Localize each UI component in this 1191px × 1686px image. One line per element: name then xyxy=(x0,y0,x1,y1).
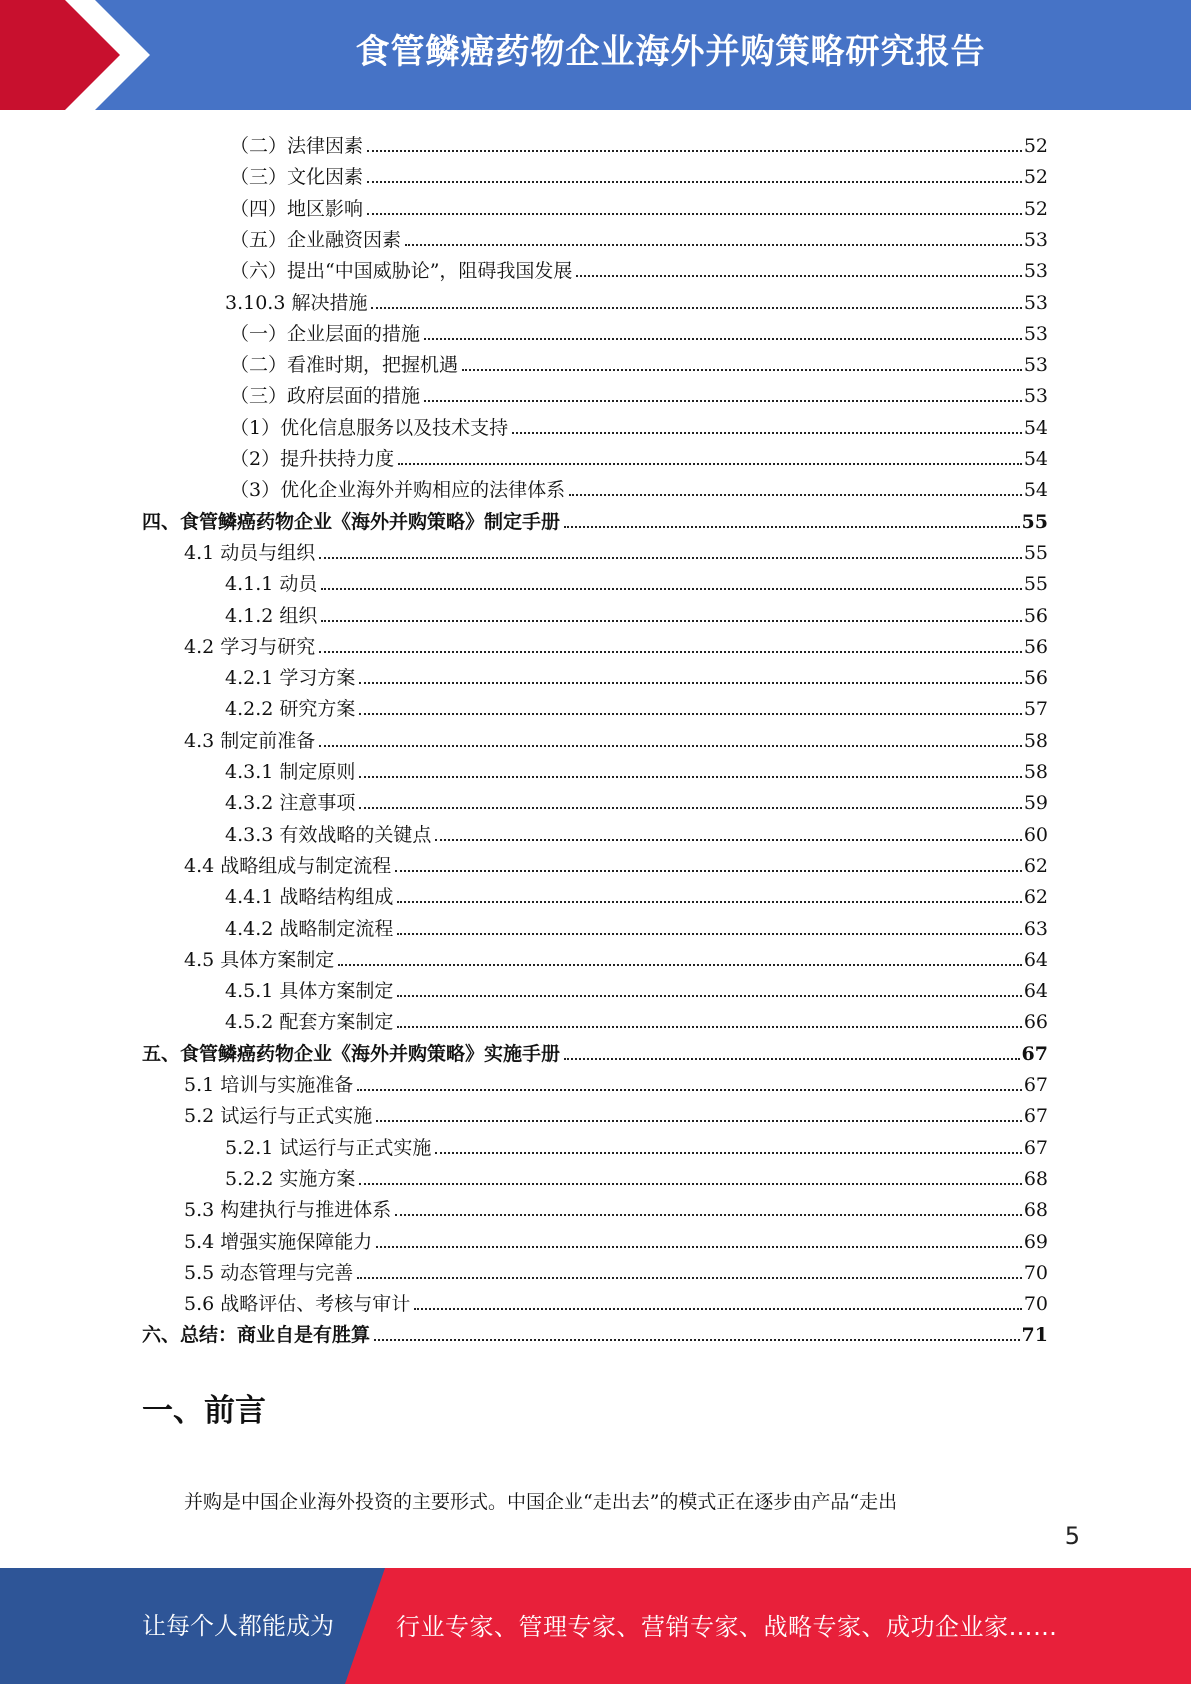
footer-slogan-left: 让每个人都能成为 xyxy=(142,1612,334,1640)
toc-entry-label: 4.5.1 具体方案制定 xyxy=(225,980,394,1003)
toc-entry[interactable] xyxy=(184,1285,1048,1316)
toc-entry[interactable] xyxy=(230,252,1048,283)
toc-dot-leader xyxy=(321,588,1021,590)
toc-entry-page: 66 xyxy=(1023,1011,1048,1034)
toc-entry-page: 53 xyxy=(1023,385,1048,408)
toc-entry-label: 4.1.1 动员 xyxy=(225,573,318,596)
toc-dot-leader xyxy=(397,995,1021,997)
toc-entry-page: 58 xyxy=(1023,729,1048,752)
toc-dot-leader xyxy=(359,1183,1021,1185)
toc-dot-leader xyxy=(397,1026,1021,1028)
toc-entry[interactable] xyxy=(142,1316,1048,1347)
toc-dot-leader xyxy=(359,776,1021,778)
toc-entry-label: 四、食管鳞癌药物企业《海外并购策略》制定手册 xyxy=(142,510,561,533)
toc-entry-label: 4.3 制定前准备 xyxy=(184,729,316,752)
toc-entry-label: 5.5 动态管理与完善 xyxy=(184,1261,354,1284)
toc-entry[interactable] xyxy=(225,597,1048,628)
toc-entry-label: 4.2.2 研究方案 xyxy=(225,698,356,721)
toc-entry-label: 4.1 动员与组织 xyxy=(184,541,316,564)
toc-entry-label: （1）优化信息服务以及技术支持 xyxy=(230,416,509,439)
toc-entry[interactable] xyxy=(230,315,1048,346)
toc-dot-leader xyxy=(564,526,1020,528)
toc-dot-leader xyxy=(576,275,1021,277)
toc-dot-leader xyxy=(564,1058,1020,1060)
toc-entry-page: 64 xyxy=(1023,980,1048,1003)
toc-entry-label: （六）提出“中国威胁论”，阻碍我国发展 xyxy=(230,260,573,283)
toc-entry-page: 54 xyxy=(1023,448,1048,470)
toc-dot-leader xyxy=(319,557,1022,559)
toc-entry[interactable] xyxy=(184,722,1048,753)
report-title: 食管鳞癌药物企业海外并购策略研究报告 xyxy=(355,32,986,72)
toc-dot-leader xyxy=(367,150,1022,152)
toc-entry[interactable] xyxy=(184,628,1048,659)
toc-dot-leader xyxy=(319,745,1022,747)
toc-entry[interactable] xyxy=(184,1191,1048,1222)
toc-entry-label: 4.2 学习与研究 xyxy=(184,635,316,658)
toc-entry-label: 5.2.2 实施方案 xyxy=(225,1167,356,1190)
toc-entry[interactable] xyxy=(230,158,1048,189)
toc-entry[interactable] xyxy=(230,346,1048,377)
toc-entry-label: 4.4 战略组成与制定流程 xyxy=(184,854,392,877)
toc-entry-page: 52 xyxy=(1023,135,1048,157)
toc-entry[interactable] xyxy=(225,690,1048,721)
toc-entry[interactable] xyxy=(184,1097,1048,1128)
toc-entry-page: 55 xyxy=(1021,510,1048,533)
toc-entry-label: 4.3.3 有效战略的关键点 xyxy=(225,823,432,846)
toc-entry[interactable] xyxy=(184,534,1048,565)
toc-entry[interactable] xyxy=(230,409,1048,440)
toc-dot-leader xyxy=(414,1308,1022,1310)
toc-dot-leader xyxy=(367,213,1022,215)
toc-dot-leader xyxy=(367,181,1022,183)
toc-entry-label: 3.10.3 解决措施 xyxy=(225,291,368,314)
toc-dot-leader xyxy=(359,682,1021,684)
toc-dot-leader xyxy=(395,1214,1022,1216)
toc-entry-page: 68 xyxy=(1023,1199,1048,1222)
toc-entry-page: 52 xyxy=(1023,197,1048,220)
toc-entry[interactable] xyxy=(225,972,1048,1003)
toc-dot-leader xyxy=(359,807,1021,809)
toc-dot-leader xyxy=(374,1339,1020,1341)
toc-entry-label: 4.3.2 注意事项 xyxy=(225,792,356,815)
body-paragraph: 并购是中国企业海外投资的主要形式。中国企业“走出去”的模式正在逐步由产品“走出 xyxy=(184,1491,898,1513)
toc-entry-page: 55 xyxy=(1023,541,1048,564)
toc-entry[interactable] xyxy=(225,816,1048,847)
toc-dot-leader xyxy=(569,494,1022,496)
toc-entry-label: （二）看准时期，把握机遇 xyxy=(230,354,459,377)
toc-entry-page: 56 xyxy=(1023,604,1048,627)
toc-entry-label: 六、总结：商业自是有胜算 xyxy=(142,1324,371,1347)
toc-entry-page: 67 xyxy=(1021,1042,1048,1065)
toc-entry[interactable] xyxy=(230,127,1048,158)
toc-entry-page: 53 xyxy=(1023,260,1048,283)
toc-entry-page: 69 xyxy=(1023,1230,1048,1253)
toc-entry-label: 5.1 培训与实施准备 xyxy=(184,1074,354,1096)
toc-entry-label: （四）地区影响 xyxy=(230,197,364,220)
toc-entry-label: 五、食管鳞癌药物企业《海外并购策略》实施手册 xyxy=(142,1042,561,1065)
toc-entry-page: 54 xyxy=(1023,416,1048,439)
toc-dot-leader xyxy=(371,307,1021,309)
toc-entry-label: 5.4 增强实施保障能力 xyxy=(184,1230,373,1253)
toc-entry-label: 5.3 构建执行与推进体系 xyxy=(184,1199,392,1222)
toc-entry-page: 56 xyxy=(1023,667,1048,690)
toc-entry-label: 4.2.1 学习方案 xyxy=(225,667,356,690)
page-footer xyxy=(0,1568,1191,1684)
toc-entry[interactable] xyxy=(142,503,1048,534)
toc-entry-label: （三）文化因素 xyxy=(230,166,364,189)
toc-dot-leader xyxy=(397,901,1021,903)
toc-entry[interactable] xyxy=(230,221,1048,252)
toc-dot-leader xyxy=(398,463,1022,465)
toc-dot-leader xyxy=(376,1120,1022,1122)
toc-dot-leader xyxy=(319,651,1022,653)
toc-entry-page: 62 xyxy=(1023,886,1048,909)
toc-entry[interactable] xyxy=(225,565,1048,596)
toc-entry-page: 54 xyxy=(1023,479,1048,502)
toc-entry[interactable] xyxy=(230,190,1048,221)
toc-entry-page: 67 xyxy=(1023,1105,1048,1128)
toc-dot-leader xyxy=(338,964,1022,966)
toc-entry-label: 5.2 试运行与正式实施 xyxy=(184,1105,373,1128)
toc-entry[interactable] xyxy=(225,284,1048,315)
toc-entry-page: 70 xyxy=(1023,1293,1048,1316)
toc-entry-page: 60 xyxy=(1023,823,1048,846)
toc-entry[interactable] xyxy=(142,1035,1048,1066)
toc-entry[interactable] xyxy=(230,440,1048,471)
toc-entry[interactable] xyxy=(225,784,1048,815)
toc-entry-page: 68 xyxy=(1023,1167,1048,1190)
toc-entry-page: 55 xyxy=(1023,573,1048,596)
page-number: 5 xyxy=(1064,1522,1080,1550)
toc-dot-leader xyxy=(435,839,1021,841)
toc-entry-label: （三）政府层面的措施 xyxy=(230,385,421,408)
toc-entry[interactable] xyxy=(225,753,1048,784)
toc-entry[interactable] xyxy=(225,1160,1048,1191)
toc-entry-page: 53 xyxy=(1023,228,1048,251)
toc-dot-leader xyxy=(395,870,1022,872)
toc-entry-label: 4.5 具体方案制定 xyxy=(184,948,335,971)
toc-entry-page: 56 xyxy=(1023,635,1048,658)
toc-entry-page: 58 xyxy=(1023,761,1048,783)
toc-entry[interactable] xyxy=(184,1223,1048,1254)
toc-entry-label: 4.3.1 制定原则 xyxy=(225,761,356,783)
toc-entry-label: （3）优化企业海外并购相应的法律体系 xyxy=(230,479,566,502)
toc-entry-label: （五）企业融资因素 xyxy=(230,228,402,251)
toc-entry-page: 64 xyxy=(1023,948,1048,971)
toc-dot-leader xyxy=(424,338,1022,340)
toc-entry[interactable] xyxy=(230,471,1048,502)
toc-entry[interactable] xyxy=(230,377,1048,408)
toc-entry-page: 53 xyxy=(1023,354,1048,377)
toc-dot-leader xyxy=(405,244,1022,246)
toc-dot-leader xyxy=(397,933,1021,935)
toc-entry[interactable] xyxy=(184,1066,1048,1097)
toc-dot-leader xyxy=(435,1152,1021,1154)
toc-dot-leader xyxy=(512,432,1022,434)
toc-entry[interactable] xyxy=(184,941,1048,972)
toc-dot-leader xyxy=(321,620,1021,622)
toc-entry-page: 53 xyxy=(1023,322,1048,345)
toc-entry[interactable] xyxy=(184,847,1048,878)
page-header xyxy=(0,0,1191,110)
toc-entry-page: 59 xyxy=(1023,792,1048,815)
toc-entry-label: （2）提升扶持力度 xyxy=(230,448,395,470)
toc-entry-page: 67 xyxy=(1023,1074,1048,1096)
header-arrow-decoration xyxy=(0,0,150,110)
toc-entry[interactable] xyxy=(225,1129,1048,1160)
toc-entry-page: 67 xyxy=(1023,1136,1048,1159)
toc-dot-leader xyxy=(376,1246,1022,1248)
section-title: 一、前言 xyxy=(142,1393,266,1429)
toc-entry-page: 62 xyxy=(1023,854,1048,877)
toc-entry-label: 4.4.1 战略结构组成 xyxy=(225,886,394,909)
toc-entry[interactable] xyxy=(225,878,1048,909)
toc-entry-page: 63 xyxy=(1023,917,1048,940)
toc-entry-label: 5.6 战略评估、考核与审计 xyxy=(184,1293,411,1316)
toc-entry-label: 4.1.2 组织 xyxy=(225,604,318,627)
toc-dot-leader xyxy=(424,400,1022,402)
toc-entry-page: 57 xyxy=(1023,698,1048,721)
footer-slogan-right: 行业专家、管理专家、营销专家、战略专家、成功企业家…… xyxy=(396,1613,1058,1641)
toc-entry-label: （一）企业层面的措施 xyxy=(230,322,421,345)
toc-entry[interactable] xyxy=(225,659,1048,690)
toc-entry-label: 4.4.2 战略制定流程 xyxy=(225,917,394,940)
toc-entry-page: 52 xyxy=(1023,166,1048,189)
toc-entry-page: 71 xyxy=(1021,1324,1048,1347)
toc-dot-leader xyxy=(462,369,1022,371)
toc-entry-label: （二）法律因素 xyxy=(230,135,364,157)
toc-entry-page: 53 xyxy=(1023,291,1048,314)
toc-entry[interactable] xyxy=(225,910,1048,941)
toc-dot-leader xyxy=(357,1277,1022,1279)
toc-dot-leader xyxy=(357,1089,1022,1091)
toc-entry-label: 5.2.1 试运行与正式实施 xyxy=(225,1136,432,1159)
toc-entry-label: 4.5.2 配套方案制定 xyxy=(225,1011,394,1034)
toc-dot-leader xyxy=(359,713,1021,715)
toc-entry[interactable] xyxy=(184,1254,1048,1285)
toc-entry-page: 70 xyxy=(1023,1261,1048,1284)
toc-entry[interactable] xyxy=(225,1003,1048,1034)
